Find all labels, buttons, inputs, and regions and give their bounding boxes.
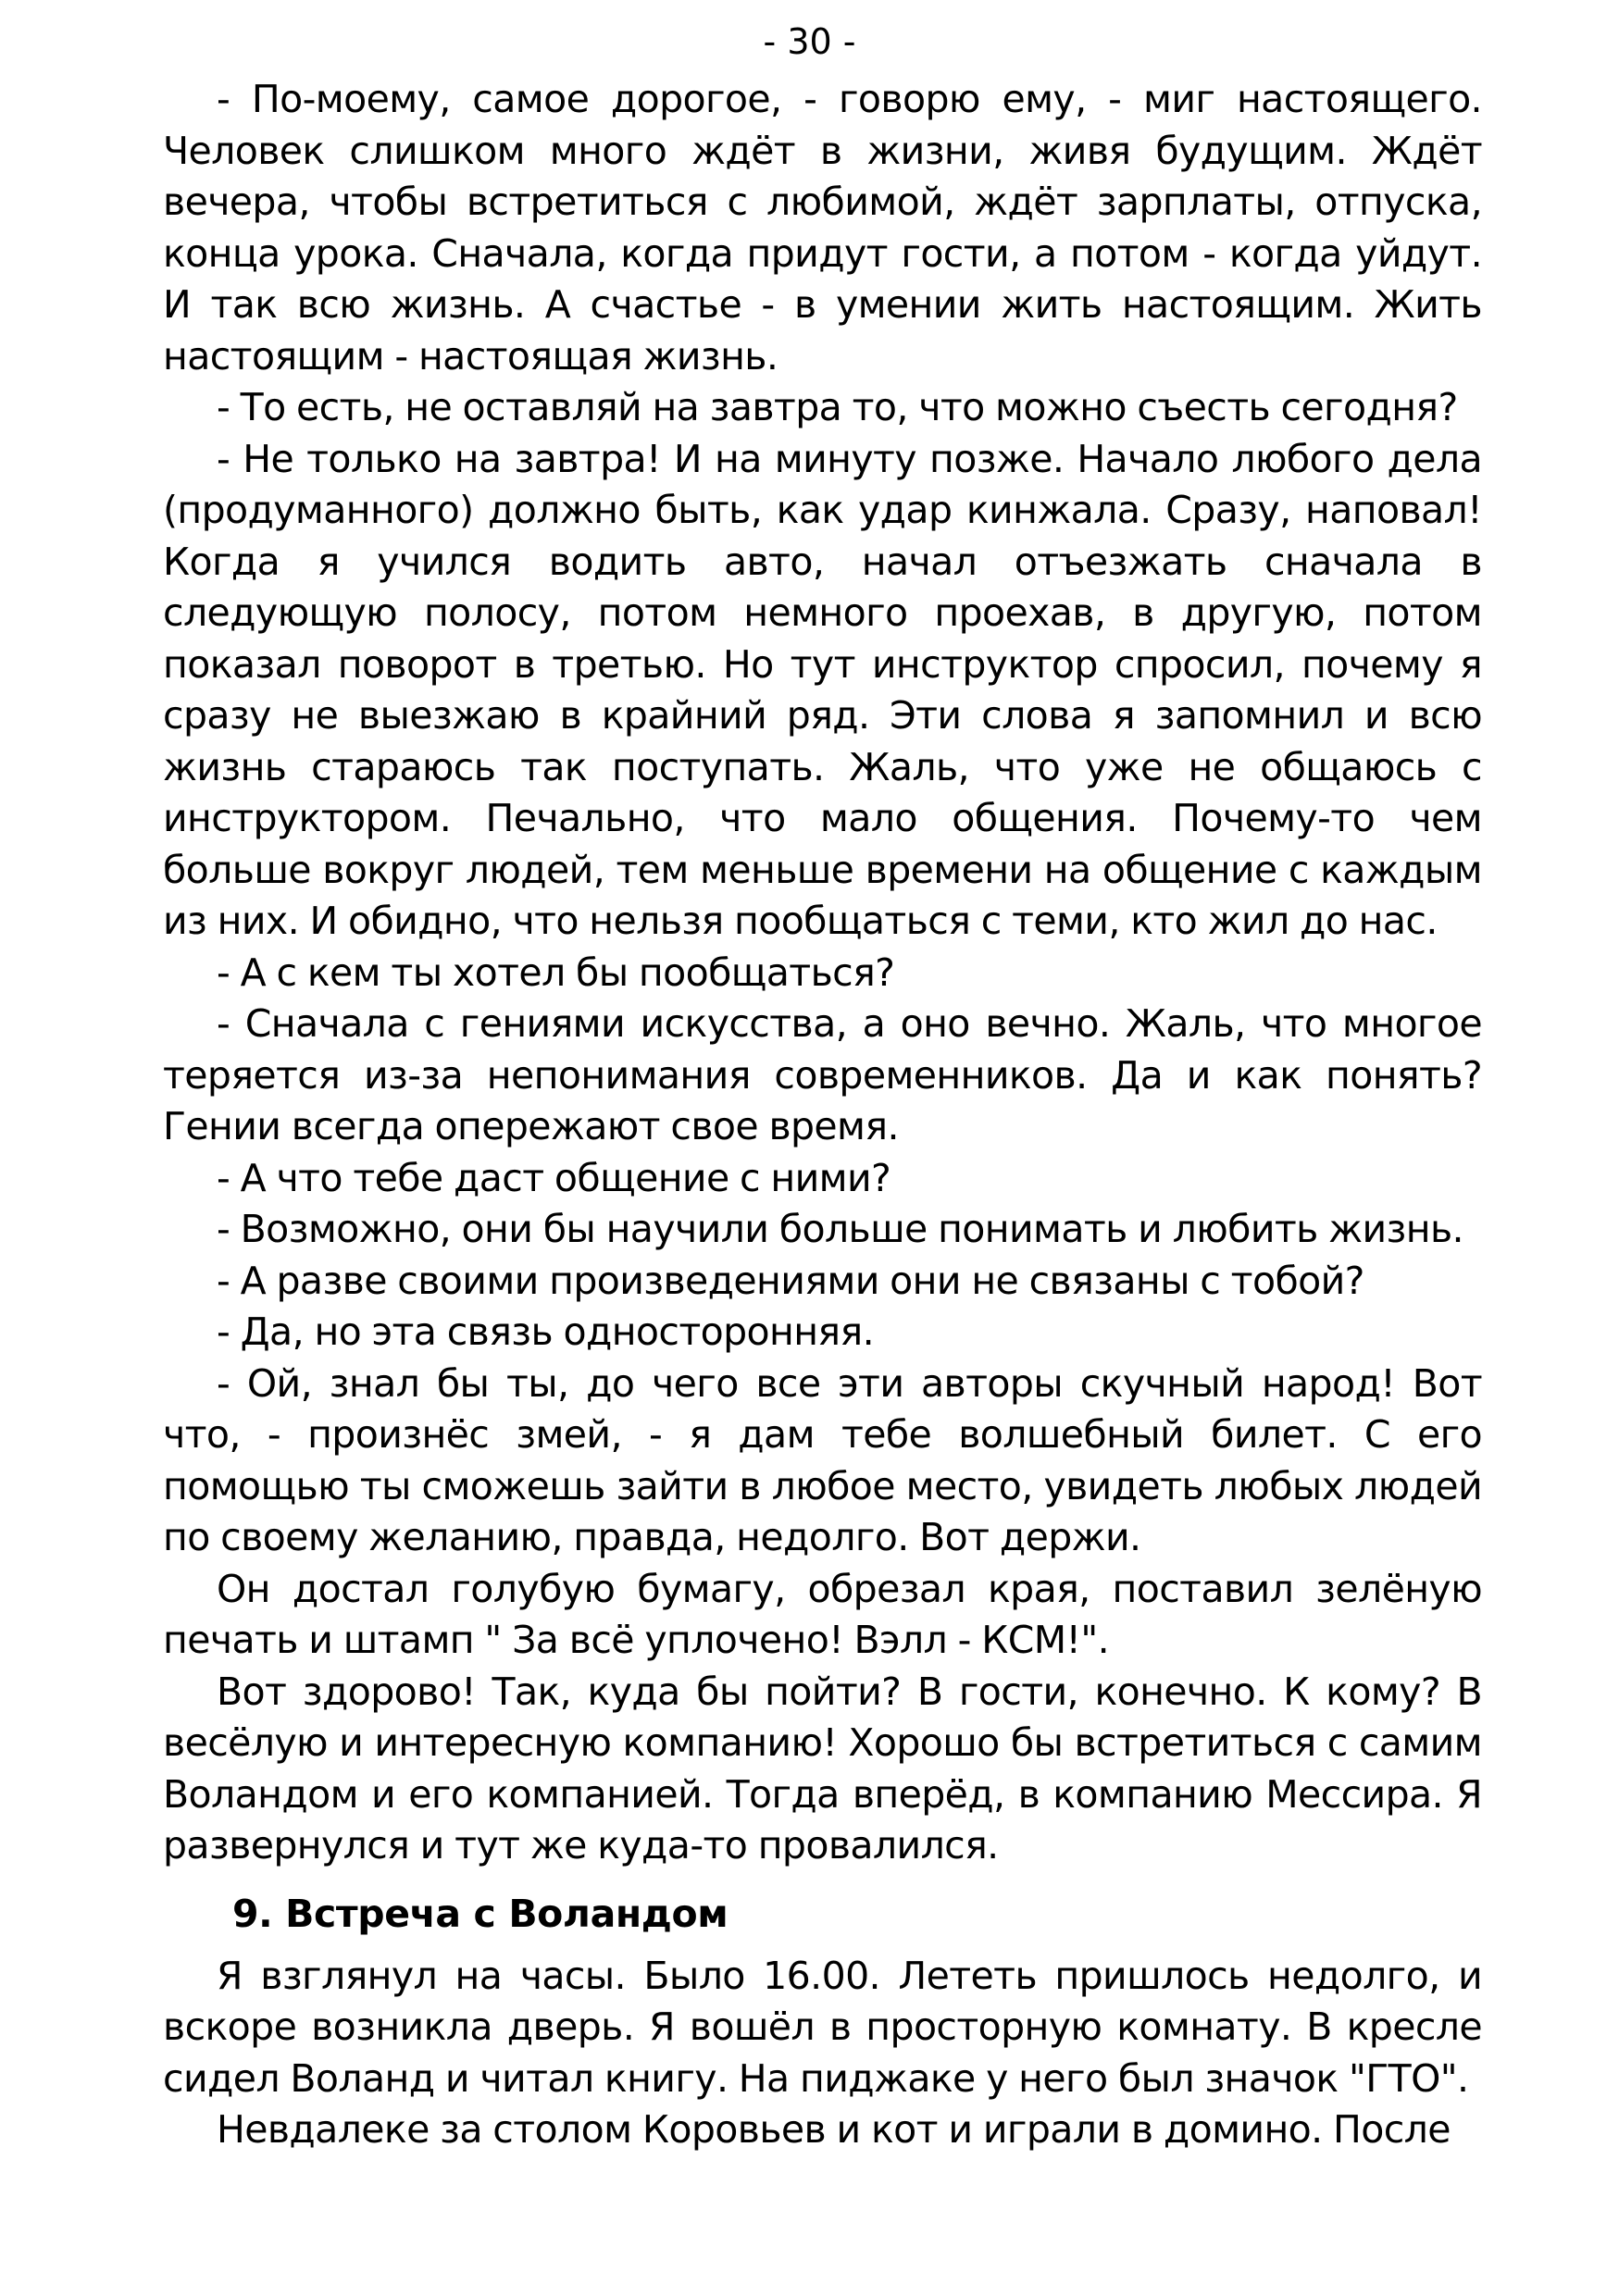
chapter-heading: 9. Встреча с Воландом bbox=[232, 1891, 729, 1936]
paragraph: Невдалеке за столом Коровьев и кот и играли в домино. После bbox=[217, 2107, 1451, 2152]
text-body bbox=[163, 74, 1482, 2156]
paragraph: - Возможно, они бы научили больше понимать и любить жизнь. bbox=[217, 1207, 1463, 1251]
paragraph: - А разве своими произведениями они не связаны с тобой? bbox=[217, 1258, 1364, 1303]
paragraph: - Не только на завтра! И на минуту позже. Начало любого дела (продуманного) должно быть, как удар кинжала. Сразу, наповал! Когда я учился водить авто, начал отъезжать сначала в следующую полосу, потом немного проехав, в другую, потом показал поворот в третью. Но тут инструктор спросил, почему я сразу не выезжаю в крайний ряд. Эти слова я запомнил и всю жизнь стараюсь так поступать. Жаль, что уже не общаюсь с инструктором. Печально, что мало общения. Почему-то чем больше вокруг людей, тем меньше времени на общение с каждым из них. И обидно, что нельзя пообщаться с теми, кто жил до нас. bbox=[163, 436, 1482, 943]
paragraph: - А что тебе даст общение с ними? bbox=[217, 1155, 891, 1200]
paragraph: Вот здорово! Так, куда бы пойти? В гости, конечно. К кому? В весёлую и интересную компанию! Хорошо бы встретиться с самим Воландом и его компанией. Тогда вперёд, в компанию Мессира. Я развернулся и тут же куда-то провалился. bbox=[163, 1669, 1482, 1868]
paragraph: - А с кем ты хотел бы пообщаться? bbox=[217, 949, 895, 995]
paragraph: - Ой, знал бы ты, до чего все эти авторы скучный народ! Вот что, - произнёс змей, - я дам тебе волшебный билет. С его помощью ты сможешь зайти в любое место, увидеть любых людей по своему желанию, правда, недолго. Вот держи. bbox=[163, 1360, 1482, 1559]
paragraph: - То есть, не оставляй на завтра то, что можно съесть сегодня? bbox=[217, 385, 1458, 429]
paragraph: - По-моему, самое дорогое, - говорю ему, - миг настоящего. Человек слишком много ждёт в жизни, живя будущим. Ждёт вечера, чтобы встретиться с любимой, ждёт зарплаты, отпуска, конца урока. Сначала, когда придут гости, а потом - когда уйдут. И так всю жизнь. А счастье - в умении жить настоящим. Жить настоящим - настоящая жизнь. bbox=[163, 77, 1482, 379]
paragraph: Он достал голубую бумагу, обрезал края, поставил зелёную печать и штамп " За всё уплочено! Вэлл - КСМ!". bbox=[163, 1566, 1482, 1662]
paragraph: - Сначала с гениями искусства, а оно вечно. Жаль, что многое теряется из-за непонимания современников. Да и как понять? Гении всегда опережают свое время. bbox=[163, 1001, 1482, 1148]
paragraph: Я взглянул на часы. Было 16.00. Лететь пришлось недолго, и вскоре возникла дверь. Я вошёл в просторную комнату. В кресле сидел Воланд и читал книгу. На пиджаке у него был значок "ГТО". bbox=[163, 1953, 1482, 2101]
paragraph: - Да, но эта связь односторонняя. bbox=[217, 1309, 874, 1354]
page-number: - 30 - bbox=[763, 21, 856, 62]
